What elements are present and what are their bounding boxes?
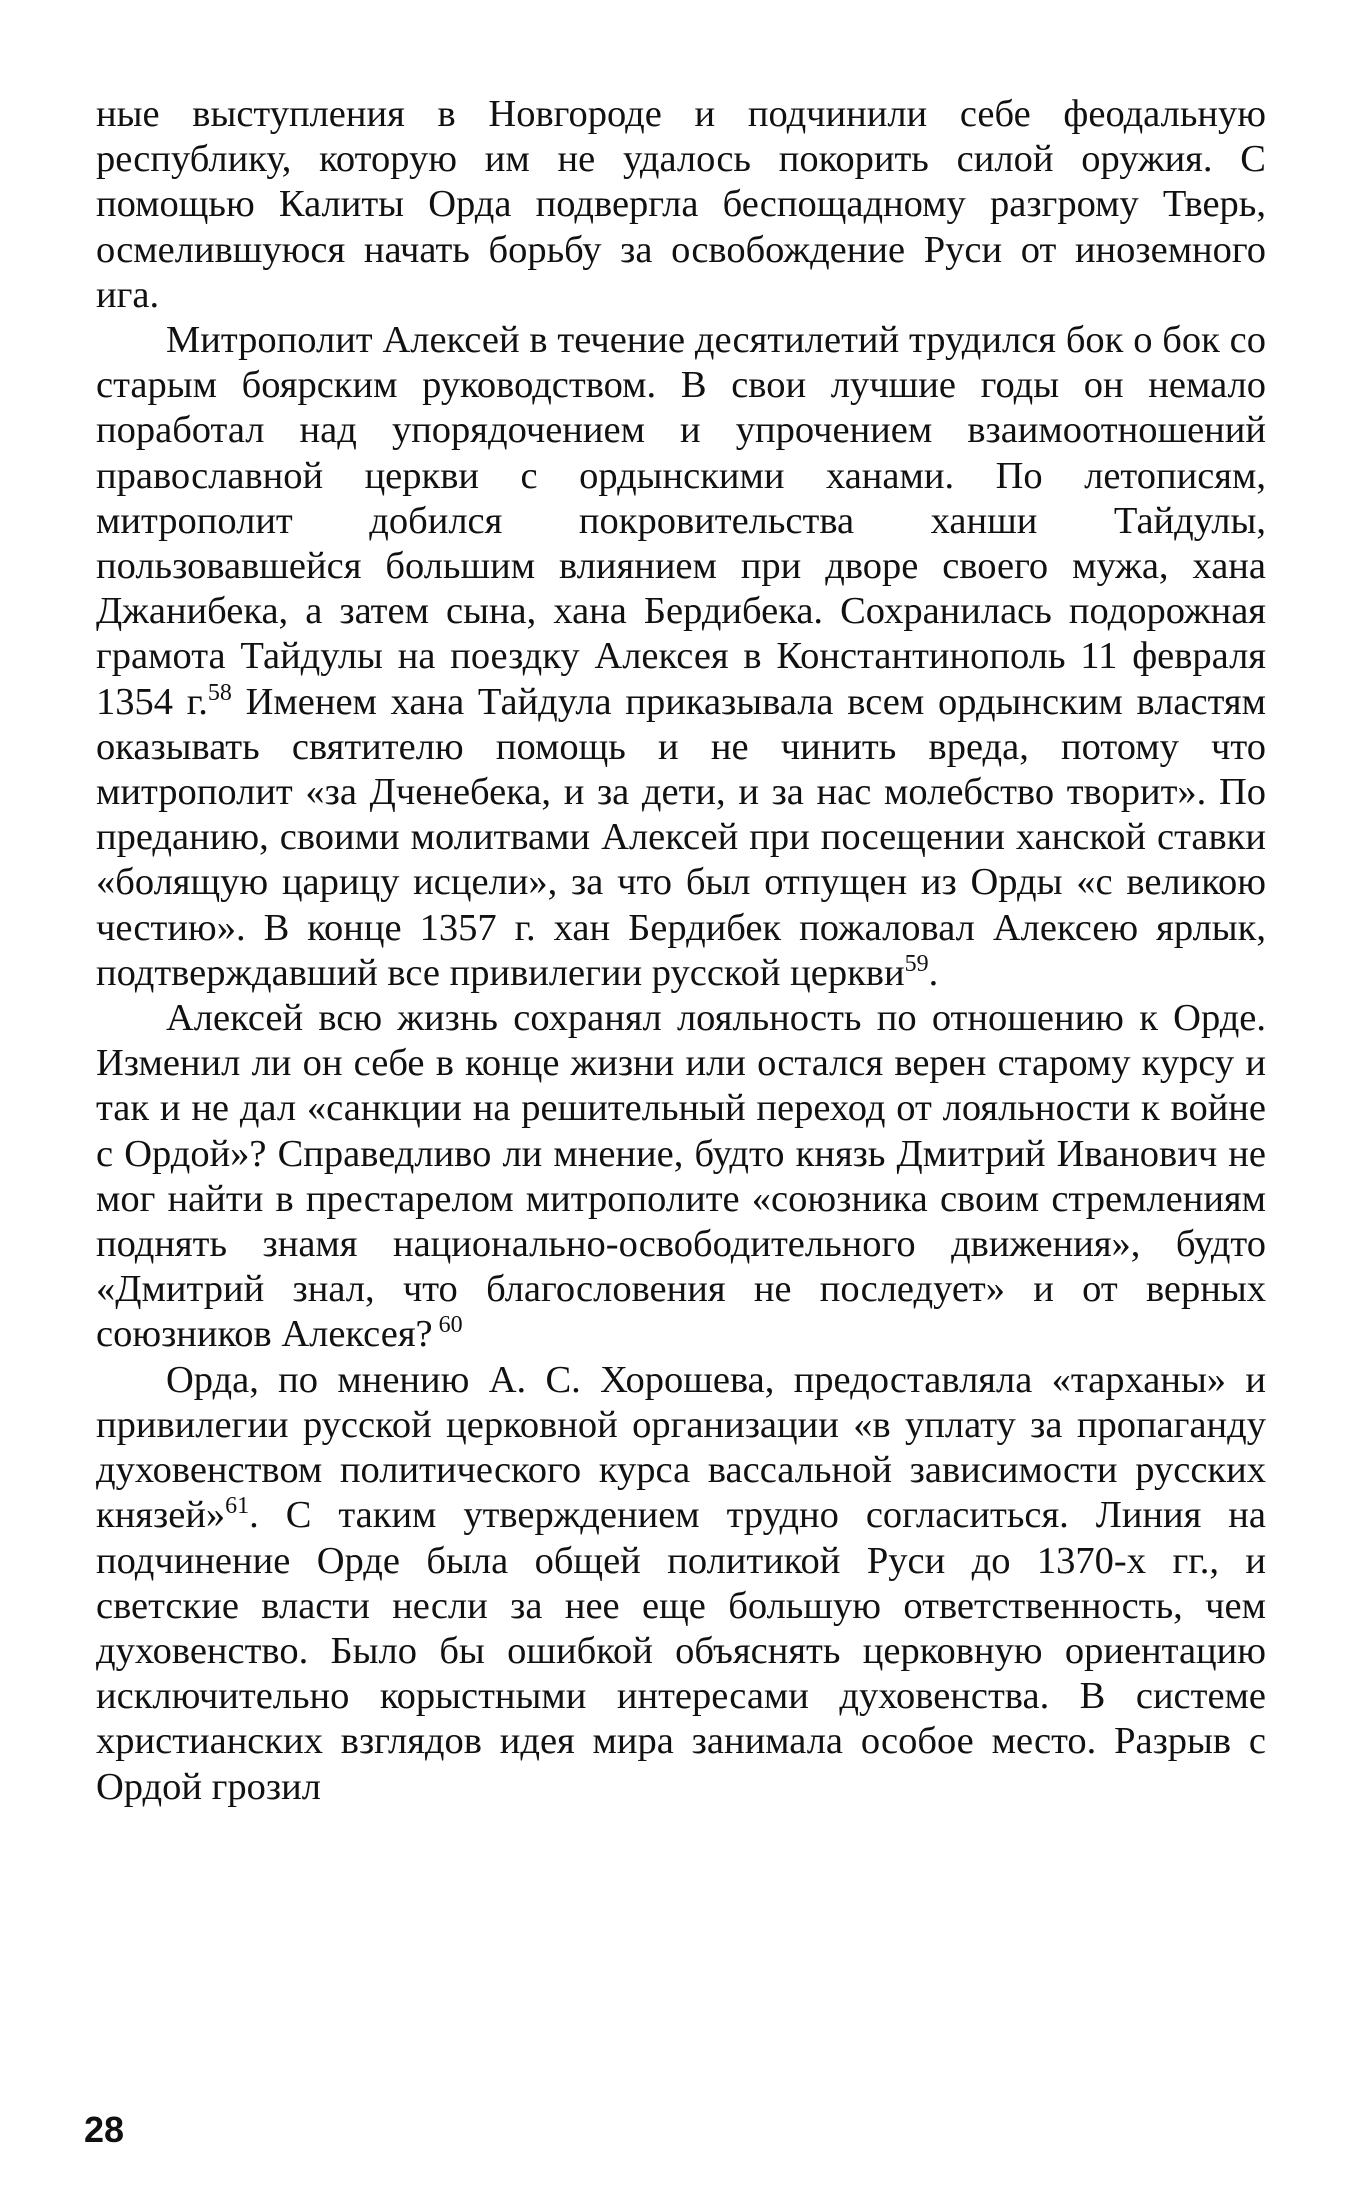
body-text — [96, 92, 1266, 1810]
text-run: . — [928, 951, 939, 994]
paragraph-p4 — [96, 1358, 1266, 1810]
text-run: Алексей всю жизнь сохранял лояльность по отношению к Орде. Изменил ли он себе в конце жизни или остался верен старому курсу и так и не дал «санкции на решительный переход от лояльности к войне с Ордой»? Справедливо ли мнение, будто князь Дмитрий Иванович не мог найти в престарелом митрополите «союзника своим стремлениям поднять знамя национально-освободительного движения», будто «Дмитрий знал, что благословения не последует» и от верных союзников Алексея? — [96, 997, 1266, 1356]
text-run: ные выступления в Новгороде и подчинили себе феодальную республику, которую им не удалось покорить силой оружия. С помощью Калиты Орда подвергла беспощадному разгрому Тверь, осмелившуюся начать борьбу за освобождение Руси от иноземного ига. — [96, 93, 1266, 316]
paragraph-p1 — [96, 92, 1266, 318]
footnote-ref: 61 — [225, 1493, 250, 1520]
footnote-ref: 58 — [207, 679, 232, 706]
text-run: Митрополит Алексей в течение десятилетий трудился бок о бок со старым боярским руководством. В свои лучшие годы он немало поработал над упорядочением и упрочением взаимоотношений православной церкви с ордынскими ханами. По летописям, митрополит добился покровительства ханши Тайдулы, пользовавшейся большим влиянием при дворе своего мужа, хана Джанибека, а затем сына, хана Бердибека. Сохранилась подорожная грамота Тайдулы на поездку Алексея в Константинополь 11 февраля 1354 г. — [96, 319, 1266, 723]
paragraph-p3 — [96, 996, 1266, 1358]
footnote-ref: 60 — [432, 1312, 463, 1339]
text-run: . С таким утверждением трудно согласиться. Линия на подчинение Орде была общей политикой Руси до 1370-х гг., и светские власти несли за нее еще большую ответственность, чем духовенство. Было бы ошибкой объяснять церковную ориентацию исключительно корыстными интересами духовенства. В системе христианских взглядов идея мира занимала особое место. Разрыв с Ордой грозил — [96, 1494, 1266, 1808]
paragraph-p2 — [96, 318, 1266, 996]
footnote-ref: 59 — [904, 950, 929, 977]
text-run: Орда, по мнению А. С. Хорошева, предоставляла «тарханы» и привилегии русской церковной организации «в уплату за пропаганду духовенством политического курса вассальной зависимости русских князей» — [96, 1358, 1266, 1537]
text-run: Именем хана Тайдула приказывала всем ордынским властям оказывать святителю помощь и не чинить вреда, потому что митрополит «за Дченебека, и за дети, и за нас молебство творит». По преданию, своими молитвами Алексей при посещении ханской ставки «болящую царицу исцели», за что был отпущен из Орды «с великою честию». В конце 1357 г. хан Бердибек пожаловал Алексею ярлык, подтверждавший все привилегии русской церкви — [96, 680, 1266, 994]
page-number: 28 — [84, 2109, 125, 2150]
